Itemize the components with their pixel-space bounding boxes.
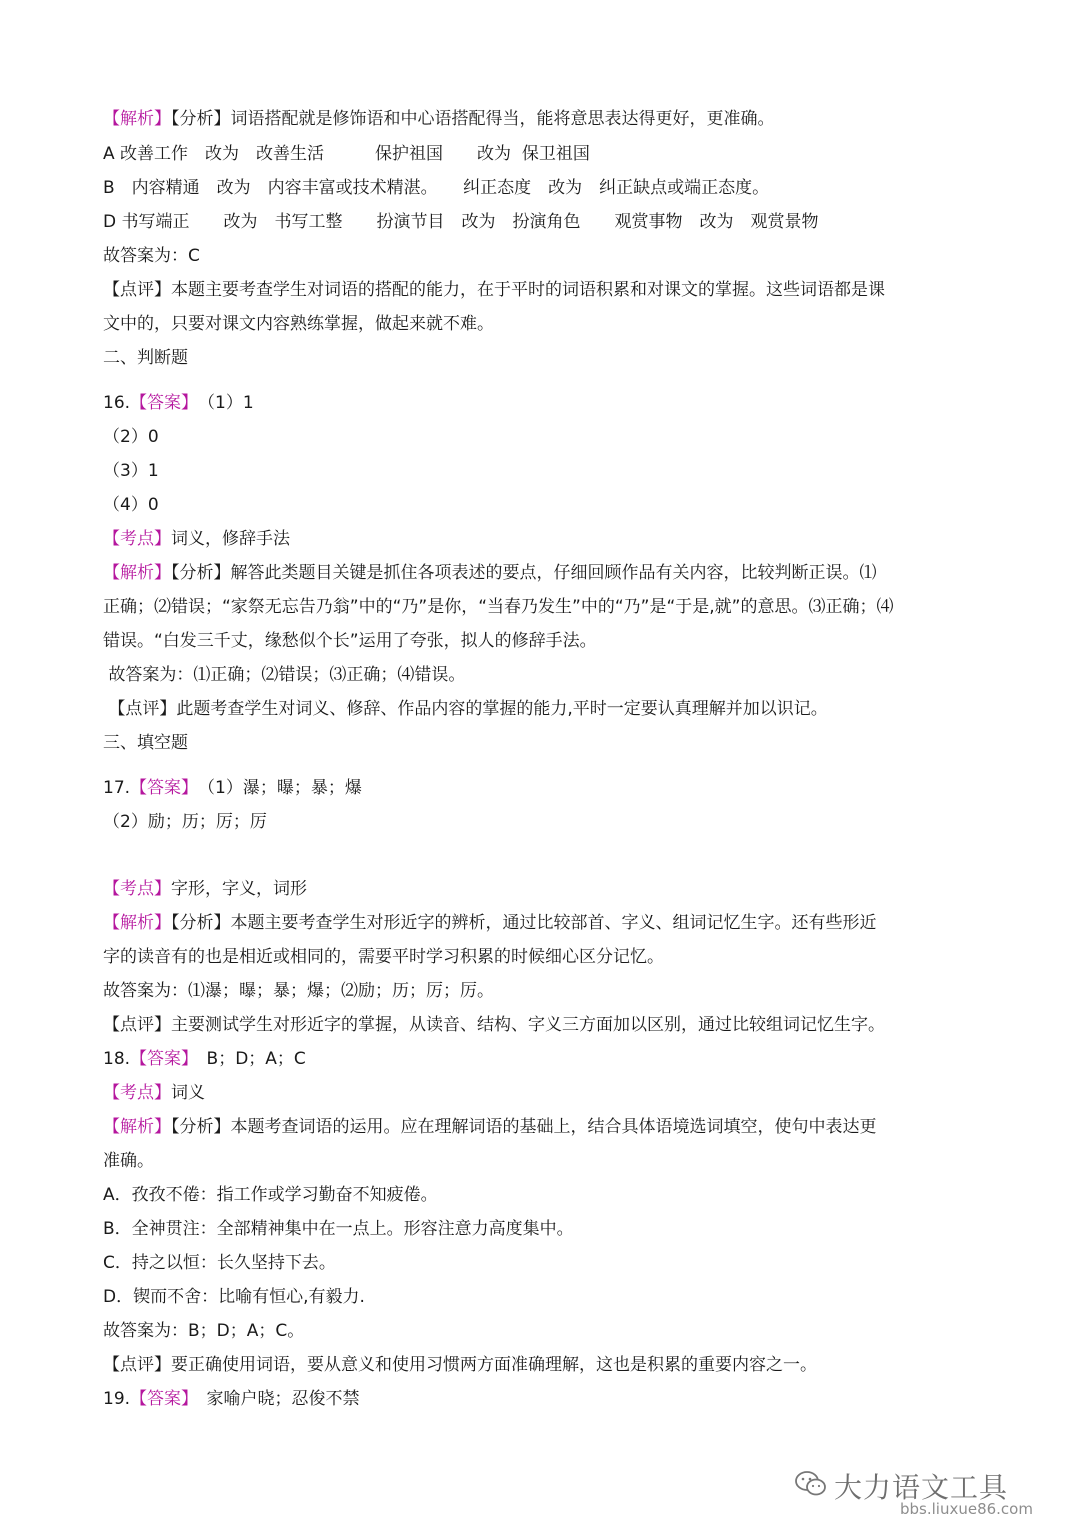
answer-line [103, 946, 664, 968]
section-tag: 【考点】 [103, 879, 171, 899]
watermark-site: bbs.liuxue86.com [900, 1500, 1033, 1518]
line-text: （2）励；历；厉；厉 [103, 812, 267, 832]
answer-line [103, 143, 590, 165]
line-text: A．孜孜不倦：指工作或学习勤奋不知疲倦。 [103, 1185, 438, 1205]
section-tag: 【考点】 [103, 529, 171, 549]
section-tag: 【答案】 [130, 1389, 190, 1409]
line-text: 家喻户晓；忍俊不禁 [189, 1389, 360, 1409]
answer-line [103, 698, 828, 720]
answer-line [103, 811, 267, 833]
line-text: 【点评】本题主要考查学生对词语的搭配的能力，在于平时的词语积累和对课文的掌握。这些词语都是课 [103, 280, 885, 300]
answer-line [103, 1150, 154, 1172]
answer-line [103, 1252, 336, 1274]
section-tag: 【考点】 [103, 1083, 171, 1103]
answer-line [103, 1354, 817, 1376]
line-text: D．锲而不舍：比喻有恒心,有毅力. [103, 1287, 365, 1307]
question-number: 19. [103, 1389, 131, 1409]
answer-line [103, 279, 885, 301]
line-text: 故答案为：⑴瀑；曝；暴；爆；⑵励；历；厉；厉。 [103, 981, 494, 1001]
line-text: D 书写端正 改为 书写工整 扮演节目 改为 扮演角色 观赏事物 改为 观赏景物 [103, 212, 819, 232]
section-tag: 【答案】 [130, 778, 190, 798]
line-text: （2）0 [103, 427, 159, 447]
line-text: B 内容精通 改为 内容丰富或技术精湛。 纠正态度 改为 纠正缺点或端正态度。 [103, 178, 770, 198]
line-text: 正确；⑵错误；“家祭无忘告乃翁”中的“乃”是你，“当春乃发生”中的“乃”是“于是,就”的意思。⑶正确；⑷ [103, 597, 894, 617]
section-tag: 【解析】 [103, 1117, 171, 1137]
line-text: （1）瀑；曝；暴；爆 [189, 778, 362, 798]
line-text: 【分析】本题主要考查学生对形近字的辨析，通过比较部首、字义、组词记忆生字。还有些形近 [171, 913, 877, 933]
line-text: 【分析】本题考查词语的运用。应在理解词语的基础上，结合具体语境选词填空，使句中表达更 [171, 1117, 877, 1137]
answer-line [103, 1082, 205, 1104]
line-text: B；D；A；C [189, 1049, 306, 1069]
line-text: 故答案为：⑴正确；⑵错误；⑶正确；⑷错误。 [103, 665, 466, 685]
section-tag: 【解析】 [103, 109, 171, 129]
answer-line [103, 211, 819, 233]
line-text: 错误。“白发三千丈，缘愁似个长”运用了夸张，拟人的修辞手法。 [103, 631, 597, 651]
answer-line [103, 1388, 360, 1410]
wechat-icon [794, 1470, 828, 1498]
answer-line [103, 1218, 574, 1240]
answer-line [103, 980, 494, 1002]
line-text: 字的读音有的也是相近或相同的，需要平时学习积累的时候细心区分记忆。 [103, 947, 664, 967]
answer-line [103, 528, 290, 550]
answer-line [103, 460, 159, 482]
question-number: 17. [103, 778, 131, 798]
section-heading [103, 732, 188, 754]
line-text: 故答案为：B；D；A；C。 [103, 1321, 305, 1341]
line-text: 准确。 [103, 1151, 154, 1171]
answer-line [103, 777, 362, 799]
watermark-name: 大力语文工具 [834, 1471, 1009, 1504]
question-number: 18. [103, 1049, 131, 1069]
line-text: 【分析】词语搭配就是修饰语和中心语搭配得当，能将意思表达得更好，更准确。 [171, 109, 775, 129]
line-text: 词义，修辞手法 [171, 529, 290, 549]
answer-line [103, 177, 769, 199]
answer-line [103, 596, 893, 618]
answer-line [103, 426, 159, 448]
answer-line [103, 313, 494, 335]
answer-line [103, 912, 877, 934]
line-text: 【点评】要正确使用词语，要从意义和使用习惯两方面准确理解，这也是积累的重要内容之一。 [103, 1355, 817, 1375]
answer-line [103, 664, 465, 686]
section-tag: 【答案】 [130, 393, 190, 413]
line-text: 词义 [171, 1083, 205, 1103]
answer-line [103, 392, 254, 414]
answer-line [103, 1320, 304, 1342]
answer-line [103, 1014, 885, 1036]
answer-line [103, 562, 877, 584]
answer-line [103, 245, 200, 267]
section-tag: 【解析】 [103, 563, 171, 583]
section-tag: 【解析】 [103, 913, 171, 933]
answer-line [103, 1048, 306, 1070]
answer-line [103, 878, 307, 900]
answer-line [103, 1116, 877, 1138]
answer-line [103, 1184, 438, 1206]
line-text: （1）1 [189, 393, 254, 413]
watermark [786, 1458, 1080, 1527]
line-text: C．持之以恒：长久坚持下去。 [103, 1253, 336, 1273]
answer-line [103, 630, 597, 652]
line-text: 三、填空题 [103, 733, 188, 753]
line-text: 字形，字义，词形 [171, 879, 307, 899]
question-number: 16. [103, 393, 131, 413]
answer-line [103, 1286, 365, 1308]
section-heading [103, 347, 188, 369]
line-text: （4）0 [103, 495, 159, 515]
line-text: 【点评】主要测试学生对形近字的掌握，从读音、结构、字义三方面加以区别，通过比较组词记忆生字。 [103, 1015, 885, 1035]
line-text: B．全神贯注：全部精神集中在一点上。形容注意力高度集中。 [103, 1219, 574, 1239]
line-text: 故答案为：C [103, 246, 200, 266]
line-text: （3）1 [103, 461, 159, 481]
section-tag: 【答案】 [130, 1049, 190, 1069]
line-text: 【点评】此题考查学生对词义、修辞、作品内容的掌握的能力,平时一定要认真理解并加以识记。 [103, 699, 828, 719]
line-text: 【分析】解答此类题目关键是抓住各项表述的要点，仔细回顾作品有关内容，比较判断正误。⑴ [171, 563, 877, 583]
line-text: A 改善工作 改为 改善生活 保护祖国 改为 保卫祖国 [103, 144, 590, 164]
line-text: 文中的，只要对课文内容熟练掌握，做起来就不难。 [103, 314, 494, 334]
answer-line [103, 108, 775, 130]
line-text: 二、判断题 [103, 348, 188, 368]
answer-line [103, 494, 159, 516]
